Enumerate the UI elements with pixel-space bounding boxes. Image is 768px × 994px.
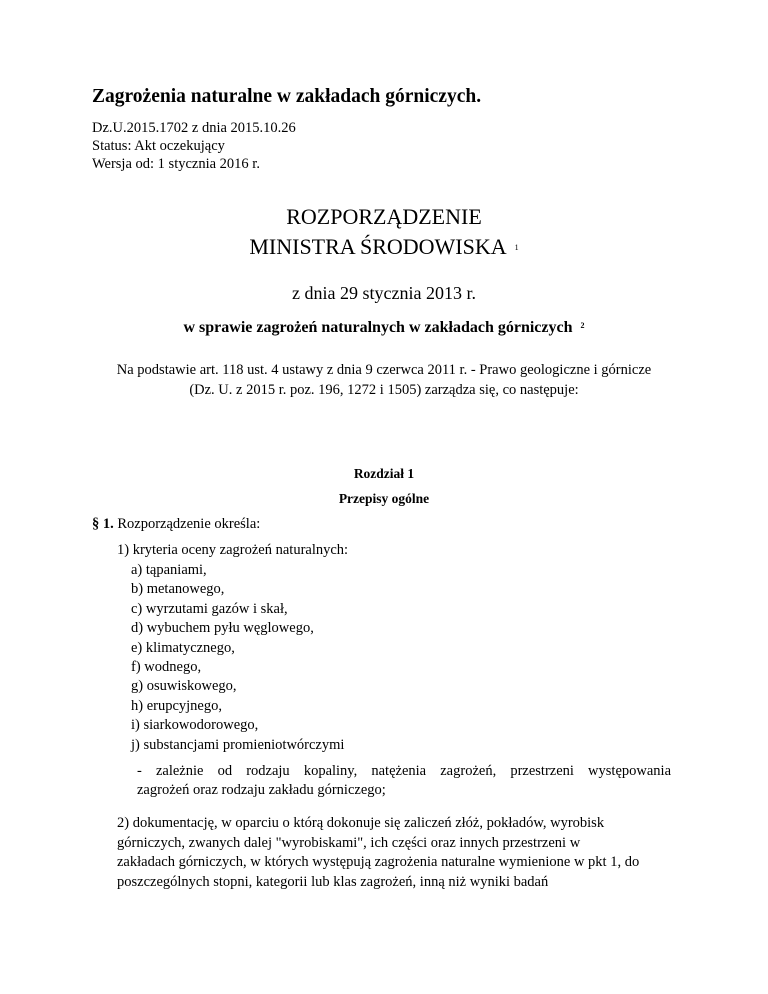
document-title: Zagrożenia naturalne w zakładach górniczych. [92,86,482,107]
item-2-line: zakładach górniczych, w których występują zagrożenia naturalne wymienione w pkt 1, do [117,854,640,870]
item-2-line: 2) dokumentację, w oparciu o którą dokonuje się zaliczeń złóż, pokładów, wyrobisk [117,815,605,831]
item-2 [117,814,677,892]
dash-clause-line: - zależnie od rodzaju kopaliny, natężenia zagrożeń, przestrzeni występowania [137,763,671,779]
list-item: h) erupcyjnego, [131,697,222,714]
list-item: a) tąpaniami, [131,562,207,578]
document-metadata [92,119,296,173]
dash-clause [137,762,671,800]
list-item: i) siarkowodorowego, [131,717,259,734]
chapter-number: Rozdział 1 [353,466,415,481]
act-type: ROZPORZĄDZENIE [286,204,482,229]
list-item: c) wyrzutami gazów i skał, [131,600,288,617]
paragraph-mark: § 1. [92,516,114,532]
act-authority: MINISTRA ŚRODOWISKA $^1$ [249,234,519,259]
sub-item-list [131,561,344,755]
footnote-ref-2[interactable]: 2 [580,321,585,330]
item-1-label: 1) kryteria oceny zagrożeń naturalnych: [117,542,349,558]
act-date: z dnia 29 stycznia 2013 r. [292,283,476,303]
list-item: e) klimatycznego, [131,639,235,656]
legal-basis-line: Na podstawie art. 118 ust. 4 ustawy z dnia 9 czerwca 2011 r. - Prawo geologiczne i górnicze [116,362,652,378]
chapter-title: Przepisy ogólne [338,491,430,506]
list-item: g) osuwiskowego, [131,678,237,695]
list-item: d) wybuchem pyłu węglowego, [131,620,314,637]
list-item: f) wodnego, [131,659,202,676]
act-heading [0,202,768,263]
footnote-ref-1[interactable]: 1 [514,243,519,252]
legal-basis-line: (Dz. U. z 2015 r. poz. 196, 1272 i 1505) zarządza się, co następuje: [189,382,579,398]
item-2-line: górniczych, zwanych dalej "wyrobiskami", ich części oraz innych przestrzeni w [117,834,581,851]
legal-basis [0,360,768,400]
paragraph-1 [92,516,260,533]
meta-version: Wersja od: 1 stycznia 2016 r. [92,156,260,172]
dash-clause-line: zagrożeń oraz rodzaju zakładu górniczego; [137,782,386,798]
list-item: b) metanowego, [131,581,225,598]
item-2-line: poszczególnych stopni, kategorii lub klas zagrożeń, inną niż wyniki badań [117,873,549,890]
act-subject: w sprawie zagrożeń naturalnych w zakładach górniczych $^2$ [183,319,585,336]
list-item: j) substancjami promieniotwórczymi [131,736,345,753]
meta-status: Status: Akt oczekujący [92,138,225,154]
meta-journal-reference: Dz.U.2015.1702 z dnia 2015.10.26 [92,120,296,136]
paragraph-text: Rozporządzenie określa: [113,516,261,532]
